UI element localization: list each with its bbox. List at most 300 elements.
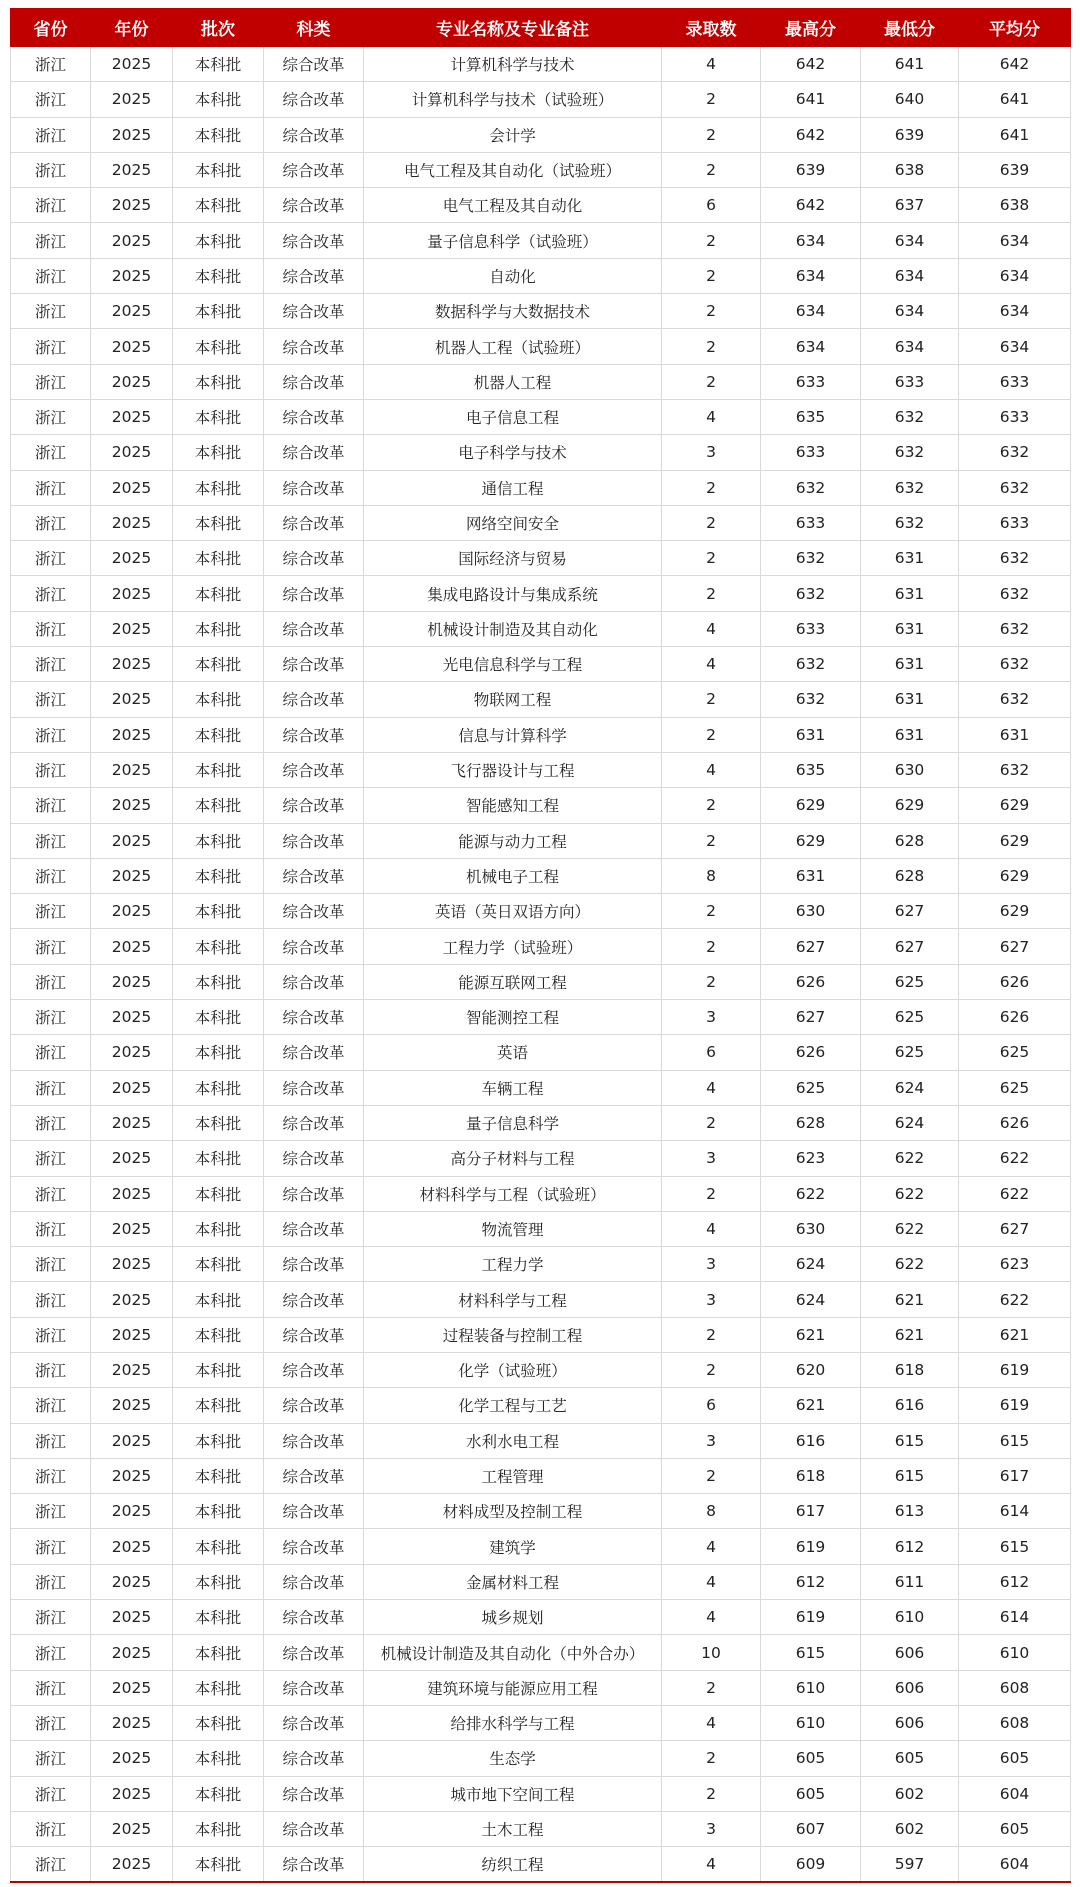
max-score-cell: 631 (761, 717, 861, 752)
avg-score-cell: 626 (959, 1000, 1071, 1035)
province-cell: 浙江 (11, 1635, 91, 1670)
major-cell: 光电信息科学与工程 (364, 647, 662, 682)
province-cell: 浙江 (11, 1494, 91, 1529)
table-row (11, 1247, 1071, 1282)
avg-score-cell: 622 (959, 1282, 1071, 1317)
batch-cell: 本科批 (173, 823, 264, 858)
category-cell: 综合改革 (264, 1282, 364, 1317)
category-cell: 综合改革 (264, 1423, 364, 1458)
year-cell: 2025 (91, 1176, 173, 1211)
province-cell: 浙江 (11, 1705, 91, 1740)
province-cell: 浙江 (11, 1352, 91, 1387)
admitted-cell: 4 (662, 1564, 761, 1599)
year-cell: 2025 (91, 294, 173, 329)
min-score-cell: 630 (861, 752, 959, 787)
batch-cell: 本科批 (173, 1564, 264, 1599)
header-major: 专业名称及专业备注 (364, 9, 662, 47)
province-cell: 浙江 (11, 505, 91, 540)
header-batch: 批次 (173, 9, 264, 47)
year-cell: 2025 (91, 364, 173, 399)
max-score-cell: 632 (761, 470, 861, 505)
batch-cell: 本科批 (173, 1670, 264, 1705)
min-score-cell: 622 (861, 1176, 959, 1211)
table-row (11, 1317, 1071, 1352)
category-cell: 综合改革 (264, 152, 364, 187)
table-row (11, 1494, 1071, 1529)
major-cell: 机器人工程（试验班） (364, 329, 662, 364)
year-cell: 2025 (91, 1388, 173, 1423)
max-score-cell: 634 (761, 258, 861, 293)
province-cell: 浙江 (11, 294, 91, 329)
category-cell: 综合改革 (264, 788, 364, 823)
max-score-cell: 632 (761, 647, 861, 682)
batch-cell: 本科批 (173, 1282, 264, 1317)
province-cell: 浙江 (11, 364, 91, 399)
min-score-cell: 606 (861, 1705, 959, 1740)
province-cell: 浙江 (11, 1211, 91, 1246)
max-score-cell: 616 (761, 1423, 861, 1458)
year-cell: 2025 (91, 1458, 173, 1493)
admitted-cell: 4 (662, 1211, 761, 1246)
min-score-cell: 621 (861, 1282, 959, 1317)
province-cell: 浙江 (11, 1035, 91, 1070)
province-cell: 浙江 (11, 929, 91, 964)
province-cell: 浙江 (11, 1670, 91, 1705)
max-score-cell: 626 (761, 964, 861, 999)
batch-cell: 本科批 (173, 1494, 264, 1529)
avg-score-cell: 627 (959, 1211, 1071, 1246)
admitted-cell: 4 (662, 1600, 761, 1635)
province-cell: 浙江 (11, 399, 91, 434)
year-cell: 2025 (91, 647, 173, 682)
admitted-cell: 2 (662, 823, 761, 858)
year-cell: 2025 (91, 1529, 173, 1564)
year-cell: 2025 (91, 435, 173, 470)
min-score-cell: 625 (861, 964, 959, 999)
avg-score-cell: 614 (959, 1600, 1071, 1635)
avg-score-cell: 614 (959, 1494, 1071, 1529)
table-row (11, 1529, 1071, 1564)
batch-cell: 本科批 (173, 682, 264, 717)
admitted-cell: 3 (662, 1282, 761, 1317)
admitted-cell: 2 (662, 1776, 761, 1811)
max-score-cell: 625 (761, 1070, 861, 1105)
avg-score-cell: 634 (959, 223, 1071, 258)
min-score-cell: 627 (861, 894, 959, 929)
avg-score-cell: 633 (959, 505, 1071, 540)
min-score-cell: 612 (861, 1529, 959, 1564)
major-cell: 工程管理 (364, 1458, 662, 1493)
category-cell: 综合改革 (264, 1070, 364, 1105)
table-row (11, 858, 1071, 893)
province-cell: 浙江 (11, 47, 91, 82)
avg-score-cell: 622 (959, 1176, 1071, 1211)
province-cell: 浙江 (11, 894, 91, 929)
admitted-cell: 2 (662, 82, 761, 117)
avg-score-cell: 608 (959, 1705, 1071, 1740)
max-score-cell: 629 (761, 823, 861, 858)
header-province: 省份 (11, 9, 91, 47)
max-score-cell: 630 (761, 1211, 861, 1246)
batch-cell: 本科批 (173, 1423, 264, 1458)
max-score-cell: 633 (761, 364, 861, 399)
year-cell: 2025 (91, 188, 173, 223)
province-cell: 浙江 (11, 470, 91, 505)
major-cell: 化学工程与工艺 (364, 1388, 662, 1423)
min-score-cell: 611 (861, 1564, 959, 1599)
category-cell: 综合改革 (264, 1141, 364, 1176)
table-row (11, 1388, 1071, 1423)
avg-score-cell: 627 (959, 929, 1071, 964)
category-cell: 综合改革 (264, 470, 364, 505)
avg-score-cell: 634 (959, 329, 1071, 364)
year-cell: 2025 (91, 541, 173, 576)
table-header (11, 9, 1071, 47)
avg-score-cell: 642 (959, 47, 1071, 82)
category-cell: 综合改革 (264, 1105, 364, 1140)
batch-cell: 本科批 (173, 894, 264, 929)
year-cell: 2025 (91, 858, 173, 893)
table-row (11, 682, 1071, 717)
year-cell: 2025 (91, 152, 173, 187)
batch-cell: 本科批 (173, 399, 264, 434)
avg-score-cell: 615 (959, 1423, 1071, 1458)
max-score-cell: 626 (761, 1035, 861, 1070)
table-row (11, 329, 1071, 364)
major-cell: 过程装备与控制工程 (364, 1317, 662, 1352)
min-score-cell: 621 (861, 1317, 959, 1352)
province-cell: 浙江 (11, 576, 91, 611)
province-cell: 浙江 (11, 1247, 91, 1282)
max-score-cell: 621 (761, 1388, 861, 1423)
major-cell: 自动化 (364, 258, 662, 293)
avg-score-cell: 631 (959, 717, 1071, 752)
year-cell: 2025 (91, 1070, 173, 1105)
major-cell: 水利水电工程 (364, 1423, 662, 1458)
min-score-cell: 641 (861, 47, 959, 82)
year-cell: 2025 (91, 929, 173, 964)
major-cell: 电子科学与技术 (364, 435, 662, 470)
avg-score-cell: 623 (959, 1247, 1071, 1282)
min-score-cell: 640 (861, 82, 959, 117)
province-cell: 浙江 (11, 1600, 91, 1635)
batch-cell: 本科批 (173, 788, 264, 823)
avg-score-cell: 629 (959, 788, 1071, 823)
min-score-cell: 605 (861, 1741, 959, 1776)
avg-score-cell: 626 (959, 1105, 1071, 1140)
table-row (11, 647, 1071, 682)
province-cell: 浙江 (11, 1141, 91, 1176)
province-cell: 浙江 (11, 1811, 91, 1846)
year-cell: 2025 (91, 1035, 173, 1070)
province-cell: 浙江 (11, 1317, 91, 1352)
major-cell: 机械设计制造及其自动化 (364, 611, 662, 646)
category-cell: 综合改革 (264, 1670, 364, 1705)
avg-score-cell: 632 (959, 682, 1071, 717)
year-cell: 2025 (91, 258, 173, 293)
major-cell: 电气工程及其自动化 (364, 188, 662, 223)
admitted-cell: 2 (662, 788, 761, 823)
year-cell: 2025 (91, 823, 173, 858)
year-cell: 2025 (91, 1705, 173, 1740)
min-score-cell: 631 (861, 611, 959, 646)
avg-score-cell: 629 (959, 894, 1071, 929)
major-cell: 生态学 (364, 1741, 662, 1776)
max-score-cell: 642 (761, 117, 861, 152)
batch-cell: 本科批 (173, 1458, 264, 1493)
major-cell: 材料科学与工程 (364, 1282, 662, 1317)
table-row (11, 1352, 1071, 1387)
max-score-cell: 627 (761, 929, 861, 964)
max-score-cell: 627 (761, 1000, 861, 1035)
table-row (11, 1705, 1071, 1740)
province-cell: 浙江 (11, 1529, 91, 1564)
province-cell: 浙江 (11, 435, 91, 470)
avg-score-cell: 641 (959, 117, 1071, 152)
batch-cell: 本科批 (173, 152, 264, 187)
max-score-cell: 605 (761, 1741, 861, 1776)
table-row (11, 1176, 1071, 1211)
table-row (11, 117, 1071, 152)
admission-scores-sheet (10, 8, 1070, 1883)
max-score-cell: 634 (761, 223, 861, 258)
table-row (11, 1105, 1071, 1140)
major-cell: 机械电子工程 (364, 858, 662, 893)
table-row (11, 82, 1071, 117)
major-cell: 纺织工程 (364, 1847, 662, 1882)
province-cell: 浙江 (11, 647, 91, 682)
table-row (11, 894, 1071, 929)
max-score-cell: 620 (761, 1352, 861, 1387)
major-cell: 建筑环境与能源应用工程 (364, 1670, 662, 1705)
batch-cell: 本科批 (173, 611, 264, 646)
table-row (11, 1070, 1071, 1105)
table-row (11, 1776, 1071, 1811)
avg-score-cell: 619 (959, 1352, 1071, 1387)
category-cell: 综合改革 (264, 858, 364, 893)
admitted-cell: 2 (662, 1352, 761, 1387)
admitted-cell: 2 (662, 682, 761, 717)
major-cell: 电子信息工程 (364, 399, 662, 434)
batch-cell: 本科批 (173, 505, 264, 540)
admitted-cell: 2 (662, 258, 761, 293)
max-score-cell: 635 (761, 399, 861, 434)
max-score-cell: 619 (761, 1600, 861, 1635)
category-cell: 综合改革 (264, 576, 364, 611)
max-score-cell: 631 (761, 858, 861, 893)
min-score-cell: 632 (861, 435, 959, 470)
batch-cell: 本科批 (173, 541, 264, 576)
max-score-cell: 641 (761, 82, 861, 117)
min-score-cell: 624 (861, 1070, 959, 1105)
batch-cell: 本科批 (173, 1388, 264, 1423)
max-score-cell: 622 (761, 1176, 861, 1211)
year-cell: 2025 (91, 1352, 173, 1387)
province-cell: 浙江 (11, 1776, 91, 1811)
year-cell: 2025 (91, 1847, 173, 1882)
min-score-cell: 634 (861, 223, 959, 258)
batch-cell: 本科批 (173, 47, 264, 82)
batch-cell: 本科批 (173, 364, 264, 399)
table-row (11, 294, 1071, 329)
avg-score-cell: 608 (959, 1670, 1071, 1705)
batch-cell: 本科批 (173, 1352, 264, 1387)
min-score-cell: 615 (861, 1458, 959, 1493)
province-cell: 浙江 (11, 1458, 91, 1493)
batch-cell: 本科批 (173, 188, 264, 223)
category-cell: 综合改革 (264, 541, 364, 576)
admitted-cell: 4 (662, 47, 761, 82)
admitted-cell: 2 (662, 717, 761, 752)
table-row (11, 1670, 1071, 1705)
avg-score-cell: 615 (959, 1529, 1071, 1564)
avg-score-cell: 625 (959, 1070, 1071, 1105)
province-cell: 浙江 (11, 1070, 91, 1105)
admitted-cell: 2 (662, 929, 761, 964)
avg-score-cell: 632 (959, 576, 1071, 611)
year-cell: 2025 (91, 223, 173, 258)
admitted-cell: 2 (662, 152, 761, 187)
avg-score-cell: 633 (959, 364, 1071, 399)
province-cell: 浙江 (11, 152, 91, 187)
admission-scores-table (10, 8, 1071, 1883)
year-cell: 2025 (91, 47, 173, 82)
province-cell: 浙江 (11, 1423, 91, 1458)
major-cell: 城乡规划 (364, 1600, 662, 1635)
admitted-cell: 6 (662, 1388, 761, 1423)
admitted-cell: 4 (662, 1529, 761, 1564)
avg-score-cell: 625 (959, 1035, 1071, 1070)
header-row (11, 9, 1071, 47)
year-cell: 2025 (91, 1670, 173, 1705)
min-score-cell: 631 (861, 541, 959, 576)
min-score-cell: 631 (861, 717, 959, 752)
avg-score-cell: 632 (959, 470, 1071, 505)
category-cell: 综合改革 (264, 1000, 364, 1035)
category-cell: 综合改革 (264, 1564, 364, 1599)
admitted-cell: 2 (662, 223, 761, 258)
max-score-cell: 630 (761, 894, 861, 929)
max-score-cell: 610 (761, 1705, 861, 1740)
avg-score-cell: 617 (959, 1458, 1071, 1493)
table-row (11, 1000, 1071, 1035)
batch-cell: 本科批 (173, 435, 264, 470)
table-row (11, 1847, 1071, 1882)
major-cell: 通信工程 (364, 470, 662, 505)
province-cell: 浙江 (11, 788, 91, 823)
province-cell: 浙江 (11, 1847, 91, 1882)
province-cell: 浙江 (11, 752, 91, 787)
batch-cell: 本科批 (173, 1105, 264, 1140)
batch-cell: 本科批 (173, 964, 264, 999)
major-cell: 量子信息科学（试验班） (364, 223, 662, 258)
province-cell: 浙江 (11, 1388, 91, 1423)
major-cell: 能源与动力工程 (364, 823, 662, 858)
admitted-cell: 8 (662, 858, 761, 893)
max-score-cell: 633 (761, 435, 861, 470)
admitted-cell: 6 (662, 1035, 761, 1070)
avg-score-cell: 610 (959, 1635, 1071, 1670)
major-cell: 高分子材料与工程 (364, 1141, 662, 1176)
major-cell: 材料科学与工程（试验班） (364, 1176, 662, 1211)
category-cell: 综合改革 (264, 717, 364, 752)
admitted-cell: 2 (662, 1176, 761, 1211)
avg-score-cell: 622 (959, 1141, 1071, 1176)
year-cell: 2025 (91, 611, 173, 646)
min-score-cell: 615 (861, 1423, 959, 1458)
max-score-cell: 621 (761, 1317, 861, 1352)
province-cell: 浙江 (11, 188, 91, 223)
header-admitted: 录取数 (662, 9, 761, 47)
min-score-cell: 627 (861, 929, 959, 964)
table-row (11, 964, 1071, 999)
admitted-cell: 2 (662, 364, 761, 399)
category-cell: 综合改革 (264, 117, 364, 152)
table-row (11, 717, 1071, 752)
batch-cell: 本科批 (173, 1247, 264, 1282)
max-score-cell: 623 (761, 1141, 861, 1176)
admitted-cell: 3 (662, 1811, 761, 1846)
category-cell: 综合改革 (264, 1388, 364, 1423)
avg-score-cell: 626 (959, 964, 1071, 999)
admitted-cell: 3 (662, 1423, 761, 1458)
table-row (11, 1282, 1071, 1317)
batch-cell: 本科批 (173, 858, 264, 893)
batch-cell: 本科批 (173, 1811, 264, 1846)
province-cell: 浙江 (11, 858, 91, 893)
major-cell: 国际经济与贸易 (364, 541, 662, 576)
major-cell: 城市地下空间工程 (364, 1776, 662, 1811)
batch-cell: 本科批 (173, 470, 264, 505)
admitted-cell: 3 (662, 1000, 761, 1035)
admitted-cell: 2 (662, 964, 761, 999)
year-cell: 2025 (91, 1635, 173, 1670)
major-cell: 网络空间安全 (364, 505, 662, 540)
min-score-cell: 628 (861, 823, 959, 858)
category-cell: 综合改革 (264, 329, 364, 364)
major-cell: 给排水科学与工程 (364, 1705, 662, 1740)
year-cell: 2025 (91, 470, 173, 505)
max-score-cell: 632 (761, 682, 861, 717)
avg-score-cell: 605 (959, 1741, 1071, 1776)
max-score-cell: 639 (761, 152, 861, 187)
category-cell: 综合改革 (264, 294, 364, 329)
max-score-cell: 624 (761, 1282, 861, 1317)
major-cell: 计算机科学与技术（试验班） (364, 82, 662, 117)
major-cell: 量子信息科学 (364, 1105, 662, 1140)
year-cell: 2025 (91, 1317, 173, 1352)
avg-score-cell: 629 (959, 858, 1071, 893)
min-score-cell: 634 (861, 329, 959, 364)
province-cell: 浙江 (11, 1176, 91, 1211)
max-score-cell: 633 (761, 505, 861, 540)
admitted-cell: 2 (662, 1741, 761, 1776)
admitted-cell: 3 (662, 1247, 761, 1282)
avg-score-cell: 634 (959, 294, 1071, 329)
table-row (11, 152, 1071, 187)
year-cell: 2025 (91, 682, 173, 717)
table-row (11, 470, 1071, 505)
min-score-cell: 610 (861, 1600, 959, 1635)
max-score-cell: 610 (761, 1670, 861, 1705)
admitted-cell: 2 (662, 894, 761, 929)
admitted-cell: 4 (662, 1070, 761, 1105)
table-row (11, 364, 1071, 399)
major-cell: 英语 (364, 1035, 662, 1070)
major-cell: 物流管理 (364, 1211, 662, 1246)
year-cell: 2025 (91, 82, 173, 117)
max-score-cell: 615 (761, 1635, 861, 1670)
